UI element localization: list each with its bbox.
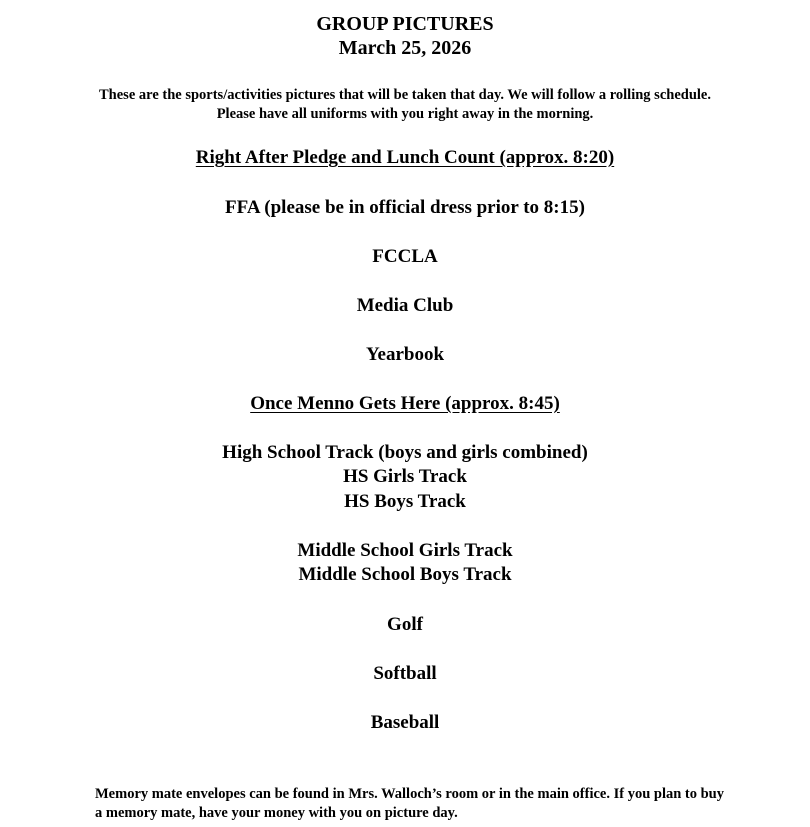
group-media-club: Media Club [356,295,454,316]
group-ms-girls-track: Middle School Girls Track [297,540,513,561]
group-baseball: Baseball [370,712,440,733]
section-heading-pledge: Right After Pledge and Lunch Count (approx. 8:20) [195,147,615,168]
intro-paragraph: These are the sports/activities pictures that will be taken that day. We will follow a rolling schedule. Please have all uniforms with you right away in the morning. [99,87,711,122]
group-yearbook: Yearbook [365,344,445,365]
footer-paragraph: Memory mate envelopes can be found in Mrs. Walloch’s room or in the main office. If you plan to buy a memory mate, have your money with you on picture day. [95,786,724,821]
document-date: March 25, 2026 [338,37,472,59]
section-heading-menno: Once Menno Gets Here (approx. 8:45) [250,393,560,414]
group-ffa: FFA (please be in official dress prior to 8:15) [225,197,585,218]
group-hs-track: High School Track (boys and girls combined) [222,442,588,463]
group-golf: Golf [387,614,423,635]
group-softball: Softball [373,663,437,684]
group-hs-boys-track: HS Boys Track [344,491,466,512]
document-title: GROUP PICTURES [316,13,494,35]
group-fccla: FCCLA [372,246,438,267]
group-hs-girls-track: HS Girls Track [343,466,467,487]
group-ms-boys-track: Middle School Boys Track [298,564,512,585]
